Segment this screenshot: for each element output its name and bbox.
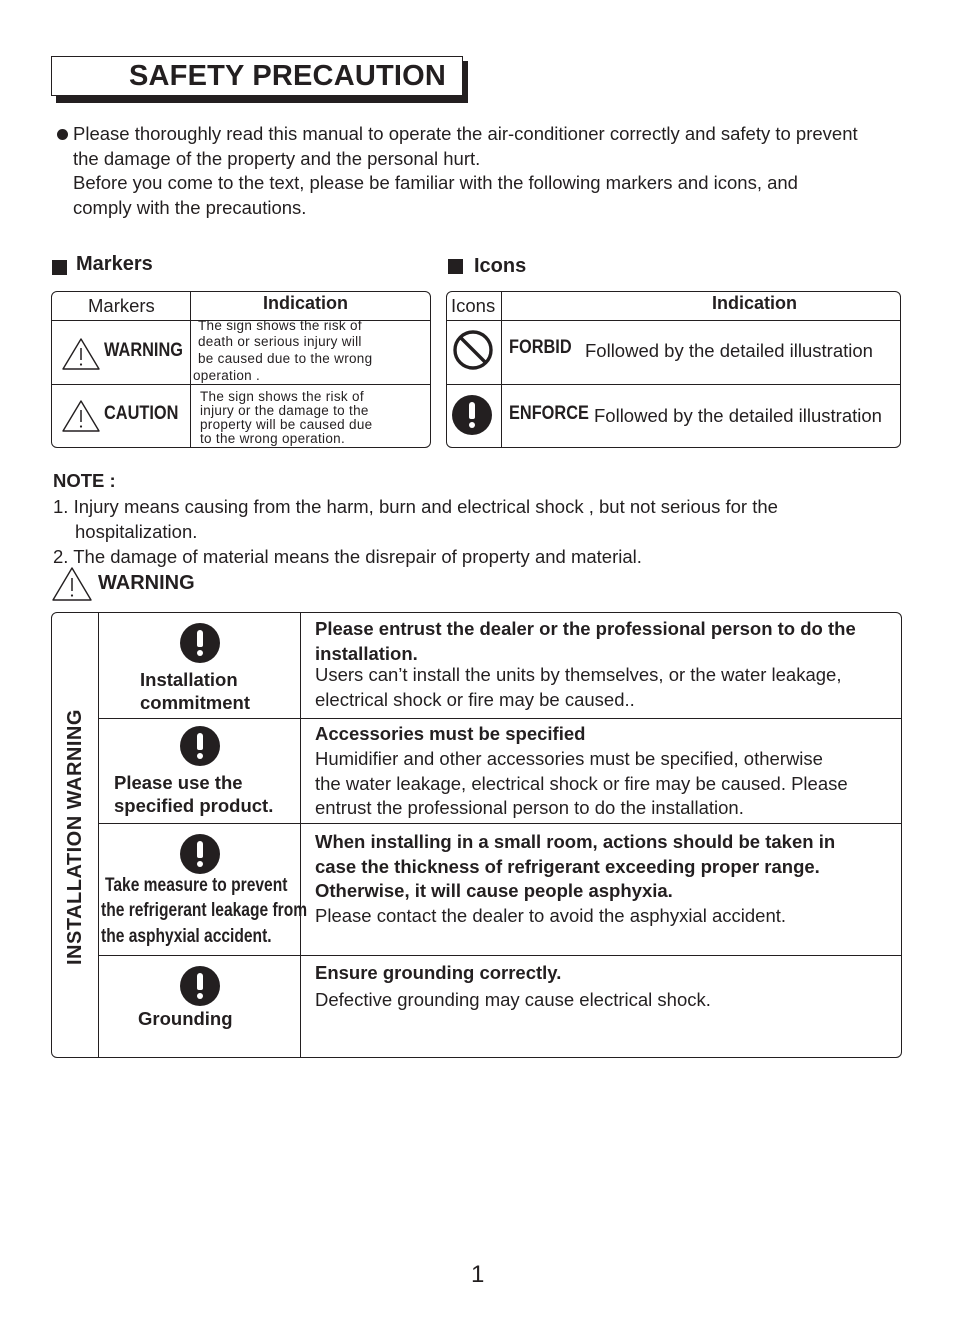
row3-label-1: Take measure to prevent (105, 875, 288, 896)
icons-col-header: Icons (451, 295, 496, 316)
row2-title-1: Accessories must be specified (315, 723, 586, 744)
enforce-icon (180, 966, 220, 1006)
section-square-icon (448, 259, 463, 274)
markers-col-header: Markers (88, 295, 155, 316)
enforce-label: ENFORCE (509, 403, 589, 424)
indication-col-header: Indication (263, 293, 348, 313)
note-item-1-cont: hospitalization. (75, 521, 198, 542)
note-heading: NOTE : (53, 470, 116, 491)
row2-label-2: specified product. (114, 795, 274, 816)
enforce-icon (452, 395, 492, 435)
row2-label-1: Please use the (114, 772, 243, 793)
row3-title-2: case the thickness of refrigerant exceeding proper range. (315, 856, 820, 877)
row1-label-2: commitment (140, 692, 250, 713)
enforce-icon (180, 834, 220, 874)
row3-title-1: When installing in a small room, actions should be taken in (315, 831, 836, 852)
row1-body-2: electrical shock or fire may be caused.. (315, 689, 635, 710)
enforce-icon (180, 623, 220, 663)
note-item-1: 1. Injury means causing from the harm, burn and electrical shock , but not serious for the (53, 496, 778, 517)
intro-line-2: the damage of the property and the personal hurt. (73, 148, 481, 169)
enforce-icon (180, 726, 220, 766)
row3-body-1: Please contact the dealer to avoid the asphyxial accident. (315, 905, 787, 926)
caution-text-4: to the wrong operation. (200, 431, 345, 446)
row2-body-3: entrust the professional person to do the installation. (315, 797, 744, 818)
row1-body-1: Users can’t install the units by themselves, or the water leakage, (315, 664, 842, 685)
forbid-icon (452, 329, 494, 371)
warning-text-3: be caused due to the wrong (198, 351, 373, 366)
row4-body-1: Defective grounding may cause electrical shock. (315, 989, 711, 1010)
intro-line-4: comply with the precautions. (73, 197, 307, 218)
row2-body-2: the water leakage, electrical shock or fire may be caused. Please (315, 773, 848, 794)
row3-label-3: the asphyxial accident. (101, 926, 272, 947)
warning-text-1: The sign shows the risk of (198, 318, 362, 333)
warning-triangle-icon (61, 337, 101, 371)
forbid-text: Followed by the detailed illustration (585, 340, 873, 361)
caution-triangle-icon (61, 399, 101, 433)
warning-heading: WARNING (98, 572, 195, 594)
markers-table (51, 291, 431, 448)
page-title: SAFETY PRECAUTION (129, 60, 447, 92)
warning-text-4: operation . (193, 368, 261, 383)
caution-marker-label: CAUTION (104, 403, 179, 424)
caution-text-1: The sign shows the risk of (200, 389, 364, 404)
row1-label-1: Installation (140, 669, 238, 690)
warning-text-2: death or serious injury will (198, 334, 362, 349)
caution-text-3: property will be caused due (200, 417, 373, 432)
forbid-label: FORBID (509, 337, 572, 358)
intro-line-1: Please thoroughly read this manual to operate the air-conditioner correctly and safety to prevent (73, 123, 858, 144)
section-square-icon (52, 260, 67, 275)
row1-title-2: installation. (315, 643, 418, 664)
page-number: 1 (471, 1261, 485, 1288)
row4-title-1: Ensure grounding correctly. (315, 962, 562, 983)
warning-marker-label: WARNING (104, 340, 183, 361)
icons-table (446, 291, 901, 448)
icons-heading: Icons (474, 255, 527, 277)
installation-warning-side-label: INSTALLATION WARNING (64, 709, 86, 965)
warning-triangle-icon (51, 566, 93, 602)
caution-text-2: injury or the damage to the (200, 403, 369, 418)
markers-heading: Markers (76, 253, 153, 275)
row3-label-2: the refrigerant leakage from (101, 900, 308, 921)
row2-body-1: Humidifier and other accessories must be specified, otherwise (315, 748, 823, 769)
enforce-text: Followed by the detailed illustration (594, 405, 882, 426)
row3-title-3: Otherwise, it will cause people asphyxia. (315, 880, 673, 901)
bullet-icon (57, 129, 68, 140)
note-item-2: 2. The damage of material means the disrepair of property and material. (53, 546, 642, 567)
row4-label-1: Grounding (138, 1008, 233, 1029)
icons-indication-header: Indication (712, 293, 797, 313)
row1-title-1: Please entrust the dealer or the professional person to do the (315, 618, 856, 639)
intro-line-3: Before you come to the text, please be familiar with the following markers and icons, and (73, 172, 798, 193)
